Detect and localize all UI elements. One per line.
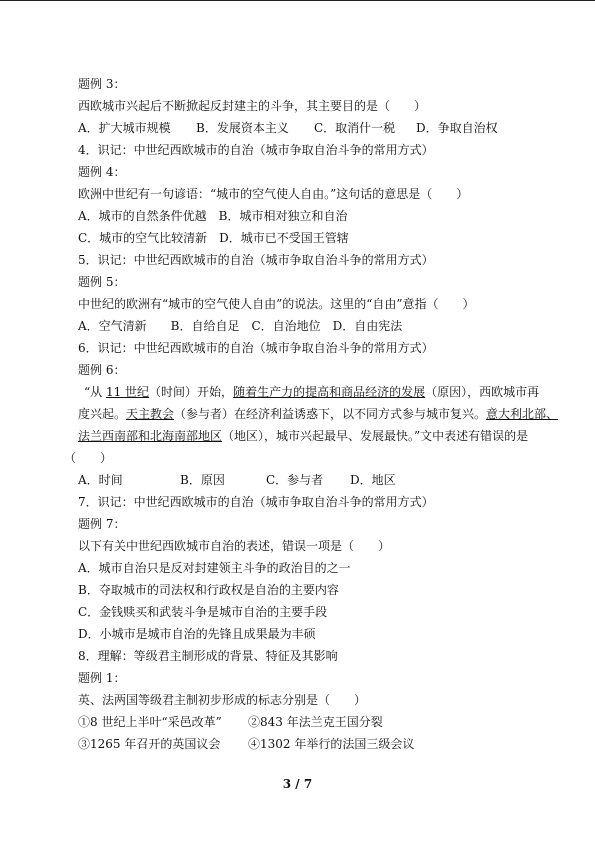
section-7-heading: 7．识记：中世纪西欧城市的自治（城市争取自治斗争的常用方式）: [78, 495, 434, 509]
section-5-heading: 5．识记：中世纪西欧城市的自治（城市争取自治斗争的常用方式）: [78, 253, 434, 267]
underlined-time: 11 世纪: [105, 385, 150, 399]
example-6-para-line-3: [78, 425, 538, 447]
section-4-heading: 4．识记：中世纪西欧城市的自治（城市争取自治斗争的常用方式）: [78, 143, 434, 157]
underlined-participant: 天主教会: [126, 407, 175, 421]
example-8-title: 题例 1：: [78, 671, 126, 685]
example-6-answer-bracket: （ ）: [64, 451, 113, 465]
option-c: C．取消什一税: [314, 121, 396, 135]
header-rule: [0, 0, 595, 1]
example-3-question: 西欧城市兴起后不断掀起反封建主的斗争，其主要目的是（ ）: [78, 99, 427, 113]
example-7-title: 题例 7：: [78, 517, 126, 531]
example-6-title: 题例 6：: [78, 363, 126, 377]
example-6-para-line-1: [78, 381, 538, 403]
example-8-items-34: [78, 733, 538, 755]
text: “从: [84, 385, 106, 399]
example-5-question: 中世纪的欧洲有“城市的空气使人自由”的说法。这里的“自由”意指（ ）: [78, 297, 475, 311]
text: （参与者）在经济利益诱惑下，以不同方式参与城市复兴。: [174, 407, 487, 421]
example-7-question: 以下有关中世纪西欧城市自治的表述，错误一项是（ ）: [78, 539, 391, 553]
example-7-option-a: A．城市自治只是反对封建领主斗争的政治目的之一: [78, 561, 351, 575]
option-b: B．发展资本主义: [196, 121, 289, 135]
example-8-items-12: [78, 711, 538, 733]
example-3-title: 题例 3：: [78, 77, 126, 91]
text: （时间）开始，: [149, 385, 234, 399]
item-3: ③1265 年召开的英国议会: [78, 737, 221, 751]
document-body: [64, 73, 559, 755]
option-b: B．原因: [180, 473, 225, 487]
underlined-reason: 随着生产力的提高和商品经济的发展: [233, 385, 426, 399]
example-7-option-b: B．夺取城市的司法权和行政权是自治的主要内容: [78, 583, 339, 597]
option-a: A．扩大城市规模: [78, 121, 171, 135]
example-4-question: 欧洲中世纪有一句谚语：“城市的空气使人自由。”这句话的意思是（ ）: [78, 187, 469, 201]
option-d: D．地区: [350, 473, 396, 487]
example-8-question: 英、法两国等级君主制初步形成的标志分别是（ ）: [78, 693, 367, 707]
item-2: ②843 年法兰克王国分裂: [248, 715, 383, 729]
option-d: D．争取自治权: [416, 121, 498, 135]
page-number: 3 / 7: [282, 777, 313, 791]
example-5-title: 题例 5：: [78, 275, 126, 289]
text: （原因），西欧城市再: [425, 385, 540, 399]
example-6-options: [78, 469, 538, 491]
example-5-options: A．空气清新 B．自给自足 C．自治地位 D．自由宪法: [78, 319, 403, 333]
text: 度兴起。: [78, 407, 127, 421]
example-4-options-ab: A．城市的自然条件优越 B．城市相对独立和自治: [78, 209, 348, 223]
example-7-option-d: D．小城市是城市自治的先锋且成果最为丰硕: [78, 627, 316, 641]
section-6-heading: 6．识记：中世纪西欧城市的自治（城市争取自治斗争的常用方式）: [78, 341, 434, 355]
item-4: ④1302 年举行的法国三级会议: [248, 737, 415, 751]
underlined-region-b: 法兰西南部和北海南部地区: [78, 429, 223, 443]
example-4-title: 题例 4：: [78, 165, 126, 179]
example-4-options-cd: C．城市的空气比较清新 D．城市已不受国王管辖: [78, 231, 349, 245]
item-1: ①8 世纪上半叶“采邑改革”: [78, 715, 222, 729]
example-7-option-c: C．金钱赎买和武装斗争是城市自治的主要手段: [78, 605, 328, 619]
example-3-options: [78, 117, 538, 139]
underlined-region-a: 意大利北部、: [486, 407, 559, 421]
section-8-heading: 8．理解：等级君主制形成的背景、特征及其影响: [78, 649, 338, 663]
example-6-para-line-2: [78, 403, 559, 425]
text: （地区），城市兴起最早、发展最快。”文中表述有错误的是: [222, 429, 529, 443]
option-c: C．参与者: [266, 473, 324, 487]
option-a: A．时间: [78, 473, 123, 487]
